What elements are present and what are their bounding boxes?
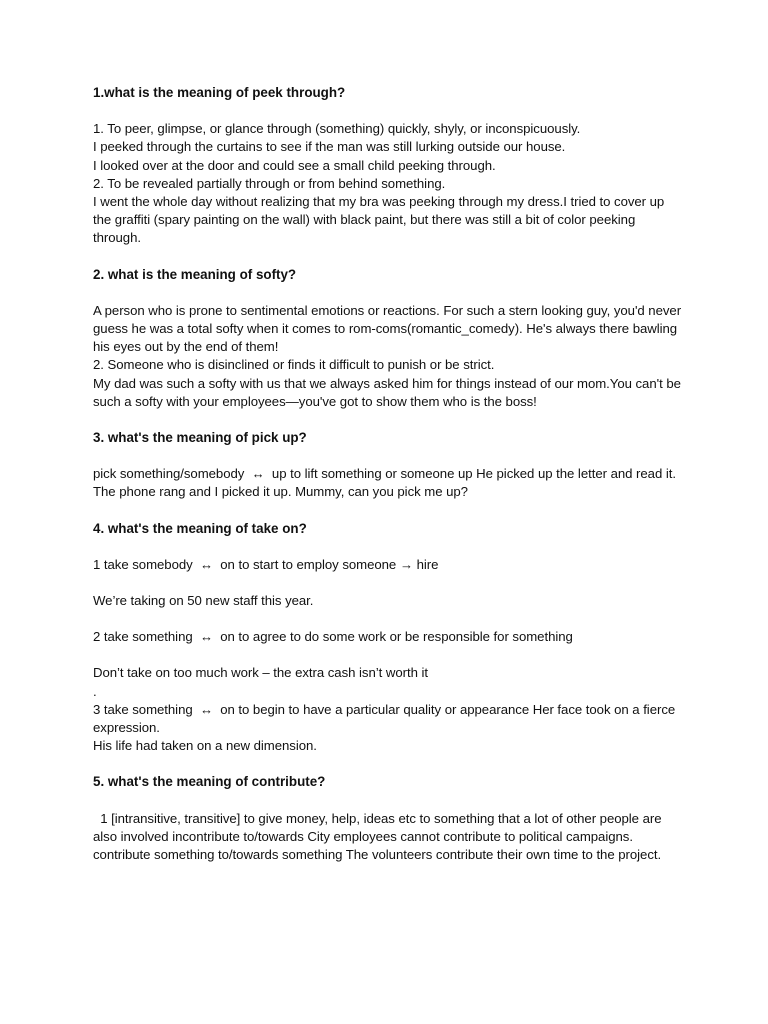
answer-text: 1 [intransitive, transitive] to give money, help, ideas etc to something that a lot of other people are also involved incontribute to/towards City employees cannot contribute to political campaigns. contribute something to/towards something The volunteers contribute their own time to the project. [93,810,662,863]
section-pick-up [93,429,683,502]
question-title: 3. what's the meaning of pick up? [93,430,307,446]
paragraph-gap [93,646,683,664]
question-title: 5. what's the meaning of contribute? [93,774,326,790]
document-page [93,84,683,882]
answer-text: 2 take something ↔ on to agree to do some work or be responsible for something [93,629,573,645]
answer-text: A person who is prone to sentimental emotions or reactions. For such a stern looking guy, you'd never guess he was a total softy when it comes to rom-coms(romantic_comedy). He's always there bawling his eyes out by the end of them! 2. Someone who is disinclined or finds it difficult to punish or be strict. My dad was such a softy with us that we always asked him for things instead of our mom.You can't be such a softy with your employees—you've got to show them who is the boss! [93,302,682,409]
paragraph-gap [93,574,683,592]
section-take-on [93,520,683,756]
section-peek-through [93,84,683,248]
answer-text: 1. To peer, glimpse, or glance through (something) quickly, shyly, or inconspicuously. I peeked through the curtains to see if the man was still lurking outside our house. I looked over at the door and could see a small child peeking through. 2. To be revealed partially through or from behind something. I went the whole day without realizing that my bra was peeking through my dress.I tried to cover up the graffiti (spary painting on the wall) with black paint, but there was still a bit of color peeking through. [93,121,665,246]
answer-text: We’re taking on 50 new staff this year. [93,593,314,609]
question-title: 4. what's the meaning of take on? [93,520,307,536]
question-title: 1.what is the meaning of peek through? [93,85,346,100]
section-softy [93,266,683,411]
section-contribute [93,773,683,864]
paragraph-gap [93,610,683,628]
answer-text: 1 take somebody ↔ on to start to employ someone → hire [93,556,439,572]
answer-text: Don’t take on too much work – the extra cash isn’t worth it . 3 take something ↔ on to begin to have a particular quality or appearance Her face took on a fierce expression. His life had taken on a new dimension. [93,665,676,754]
question-title: 2. what is the meaning of softy? [93,266,297,282]
answer-text: pick something/somebody ↔ up to lift something or someone up He picked up the letter and read it. The phone rang and I picked it up. Mummy, can you pick me up? [93,466,680,500]
